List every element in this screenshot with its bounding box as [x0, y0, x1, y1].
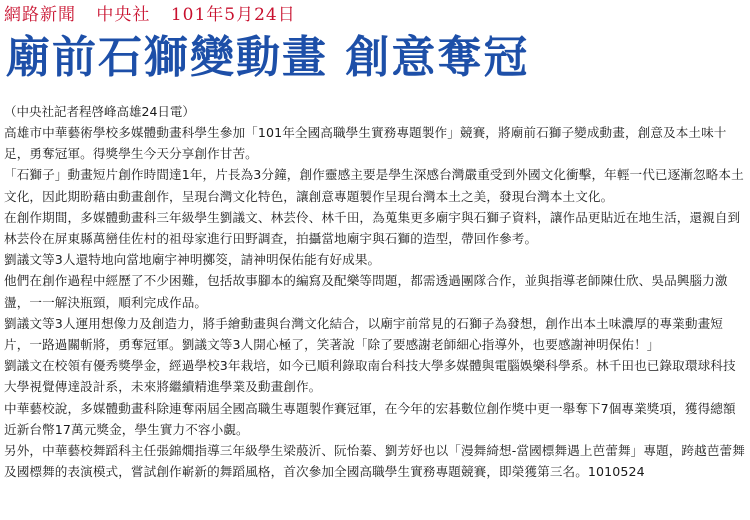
- paragraph: 中華藝校說，多媒體動畫科除連奪兩屆全國高職生專題製作賽冠軍，在今年的宏碁數位創作獎中更一舉奪下7個專業獎項，獲得總額近新台幣17萬元獎金，學生實力不容小覷。: [4, 400, 736, 437]
- paragraph: 劉議文在校領有優秀獎學金，經過學校3年栽培，如今已順利錄取南台科技大學多媒體與電腦娛樂科學系。林千田也已錄取環球科技大學視覺傳達設計系，未來將繼續精進學業及動畫創作。: [4, 358, 736, 395]
- news-date: 101年5月24日: [170, 5, 296, 25]
- paragraph: 劉議文等3人還特地向當地廟宇神明擲筊，請神明保佑能有好成果。: [4, 252, 381, 268]
- news-agency: 中央社: [96, 5, 151, 25]
- article-body: [4, 122, 746, 482]
- news-source: 網路新聞: [4, 5, 76, 25]
- headline: 廟前石獅變動畫 創意奪冠: [6, 32, 530, 83]
- paragraph: 另外，中華藝校舞蹈科主任張錦燗指導三年級學生梁蒑沂、阮怡蓁、劉芳妤也以「漫舞綺想-當國標舞遇上芭蕾舞」專題，跨越芭蕾舞及國標舞的表演模式，嘗試創作嶄新的舞蹈風格，首次參加全國高職學生實務專題競賽，即榮獲第三名。1010524: [4, 443, 745, 480]
- paragraph: 他們在創作過程中經歷了不少困難，包括故事腳本的編寫及配樂等問題，都需透過團隊合作，並與指導老師陳仕欣、吳品興腦力激盪，一一解決瓶頸，順利完成作品。: [4, 273, 728, 310]
- paragraph: 高雄市中華藝術學校多媒體動畫科學生參加「101年全國高職學生實務專題製作」競賽，將廟前石獅子變成動畫，創意及本土味十足，勇奪冠軍。得獎學生今天分享創作甘苦。: [4, 125, 727, 162]
- news-header: [4, 0, 310, 25]
- paragraph: 在創作期間，多媒體動畫科三年級學生劉議文、林芸伶、林千田，為蒐集更多廟宇與石獅子資料，讓作品更貼近在地生活，還親自到林芸伶在屏東縣萬巒佳佐村的祖母家進行田野調查，拍攝當地廟宇與石獅的造型，帶回作參考。: [4, 209, 741, 247]
- byline: （中央社記者程啓峰高雄24日電）: [4, 104, 195, 119]
- paragraph: 「石獅子」動畫短片創作時間達1年，片長為3分鐘，創作靈感主要是學生深感台灣嚴重受到外國文化衝擊，年輕一代已逐漸忽略本土文化，因此期盼藉由動畫創作，呈現台灣文化特色，讓創意專題製作呈現台灣本土之美，發現台灣本土文化。: [4, 167, 744, 204]
- paragraph: 劉議文等3人運用想像力及創造力，將手繪動畫與台灣文化結合，以廟宇前常見的石獅子為發想，創作出本土味濃厚的專業動畫短片，一路過關斬將，勇奪冠軍。劉議文等3人開心極了，笑著說「除了要感謝老師細心指導外，也要感謝神明保佑！」: [4, 315, 723, 353]
